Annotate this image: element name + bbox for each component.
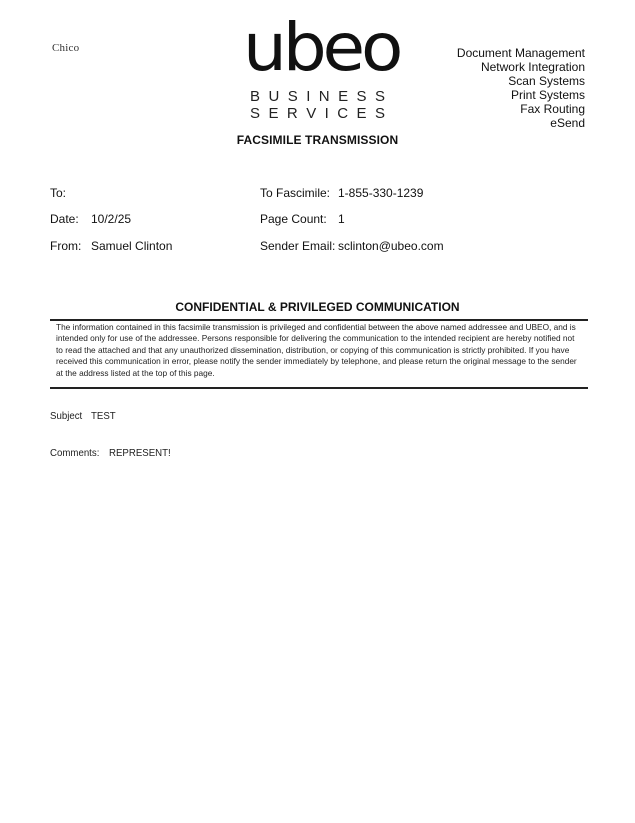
logo-letter: I <box>324 105 329 122</box>
to-fax-value: 1-855-330-1239 <box>338 186 424 200</box>
services-list <box>457 46 585 130</box>
document-title: FACSIMILE TRANSMISSION <box>236 133 399 147</box>
ubeo-logo-wordmark: ubeo <box>243 9 400 86</box>
divider-top <box>50 319 588 321</box>
service-item: eSend <box>550 116 585 130</box>
page-count-value: 1 <box>338 212 345 226</box>
logo-letter: N <box>318 88 330 105</box>
logo-letter: S <box>374 88 385 105</box>
logo-letter: I <box>306 88 311 105</box>
notice-line: to read the attached and that any unauthorized dissemination, distribution, or copying of this communication is strictly prohibited. If you have <box>56 344 570 355</box>
date-value: 10/2/25 <box>91 212 132 226</box>
logo-letter: S <box>287 88 298 105</box>
logo-letter: S <box>374 105 385 122</box>
logo-letter: V <box>306 105 317 122</box>
subject-value: TEST <box>91 410 116 422</box>
logo-letter: S <box>356 88 367 105</box>
comments-value: REPRESENT! <box>109 447 171 459</box>
from-value: Samuel Clinton <box>91 239 173 253</box>
date-label: Date: <box>50 212 79 226</box>
logo-letter: E <box>268 105 279 122</box>
to-label: To: <box>50 186 67 200</box>
logo-letter: B <box>250 88 261 105</box>
notice-line: at the address listed at the top of this page. <box>56 367 215 378</box>
divider-bottom <box>50 387 588 389</box>
service-item: Scan Systems <box>508 74 585 88</box>
logo-letter: R <box>286 105 298 122</box>
location-label: Chico <box>52 42 80 54</box>
logo-letter: E <box>338 88 349 105</box>
service-item: Network Integration <box>480 60 585 74</box>
subject-label: Subject <box>50 410 83 422</box>
service-item: Document Management <box>456 46 585 60</box>
service-item: Print Systems <box>510 88 585 102</box>
notice-line: The information contained in this facsimile transmission is privileged and confidential between the above named addressee and UBEO, and is <box>56 322 576 332</box>
logo-letter: U <box>268 88 280 105</box>
notice-line: intended only for use of the addressee. Persons responsible for delivering the communication to the intended recipient are hereby notified not <box>56 333 575 344</box>
page-count-label: Page Count: <box>260 212 327 226</box>
confidential-title: CONFIDENTIAL & PRIVILEGED COMMUNICATION <box>175 300 460 314</box>
service-item: Fax Routing <box>520 102 585 116</box>
from-label: From: <box>50 239 82 253</box>
logo-letter: C <box>337 105 349 122</box>
logo-business-line <box>250 89 385 105</box>
logo-letter: E <box>356 105 367 122</box>
comments-label: Comments: <box>50 447 100 459</box>
sender-email-label: Sender Email: <box>260 239 336 253</box>
confidential-notice <box>56 322 586 379</box>
logo-letter: S <box>250 105 261 122</box>
notice-line: received this communication in error, please notify the sender immediately by telephone, and please return the original message to the sender <box>56 356 577 367</box>
to-fax-label: To Fascimile: <box>260 186 331 200</box>
sender-email-value: sclinton@ubeo.com <box>338 239 444 253</box>
logo-services-line <box>250 106 385 122</box>
